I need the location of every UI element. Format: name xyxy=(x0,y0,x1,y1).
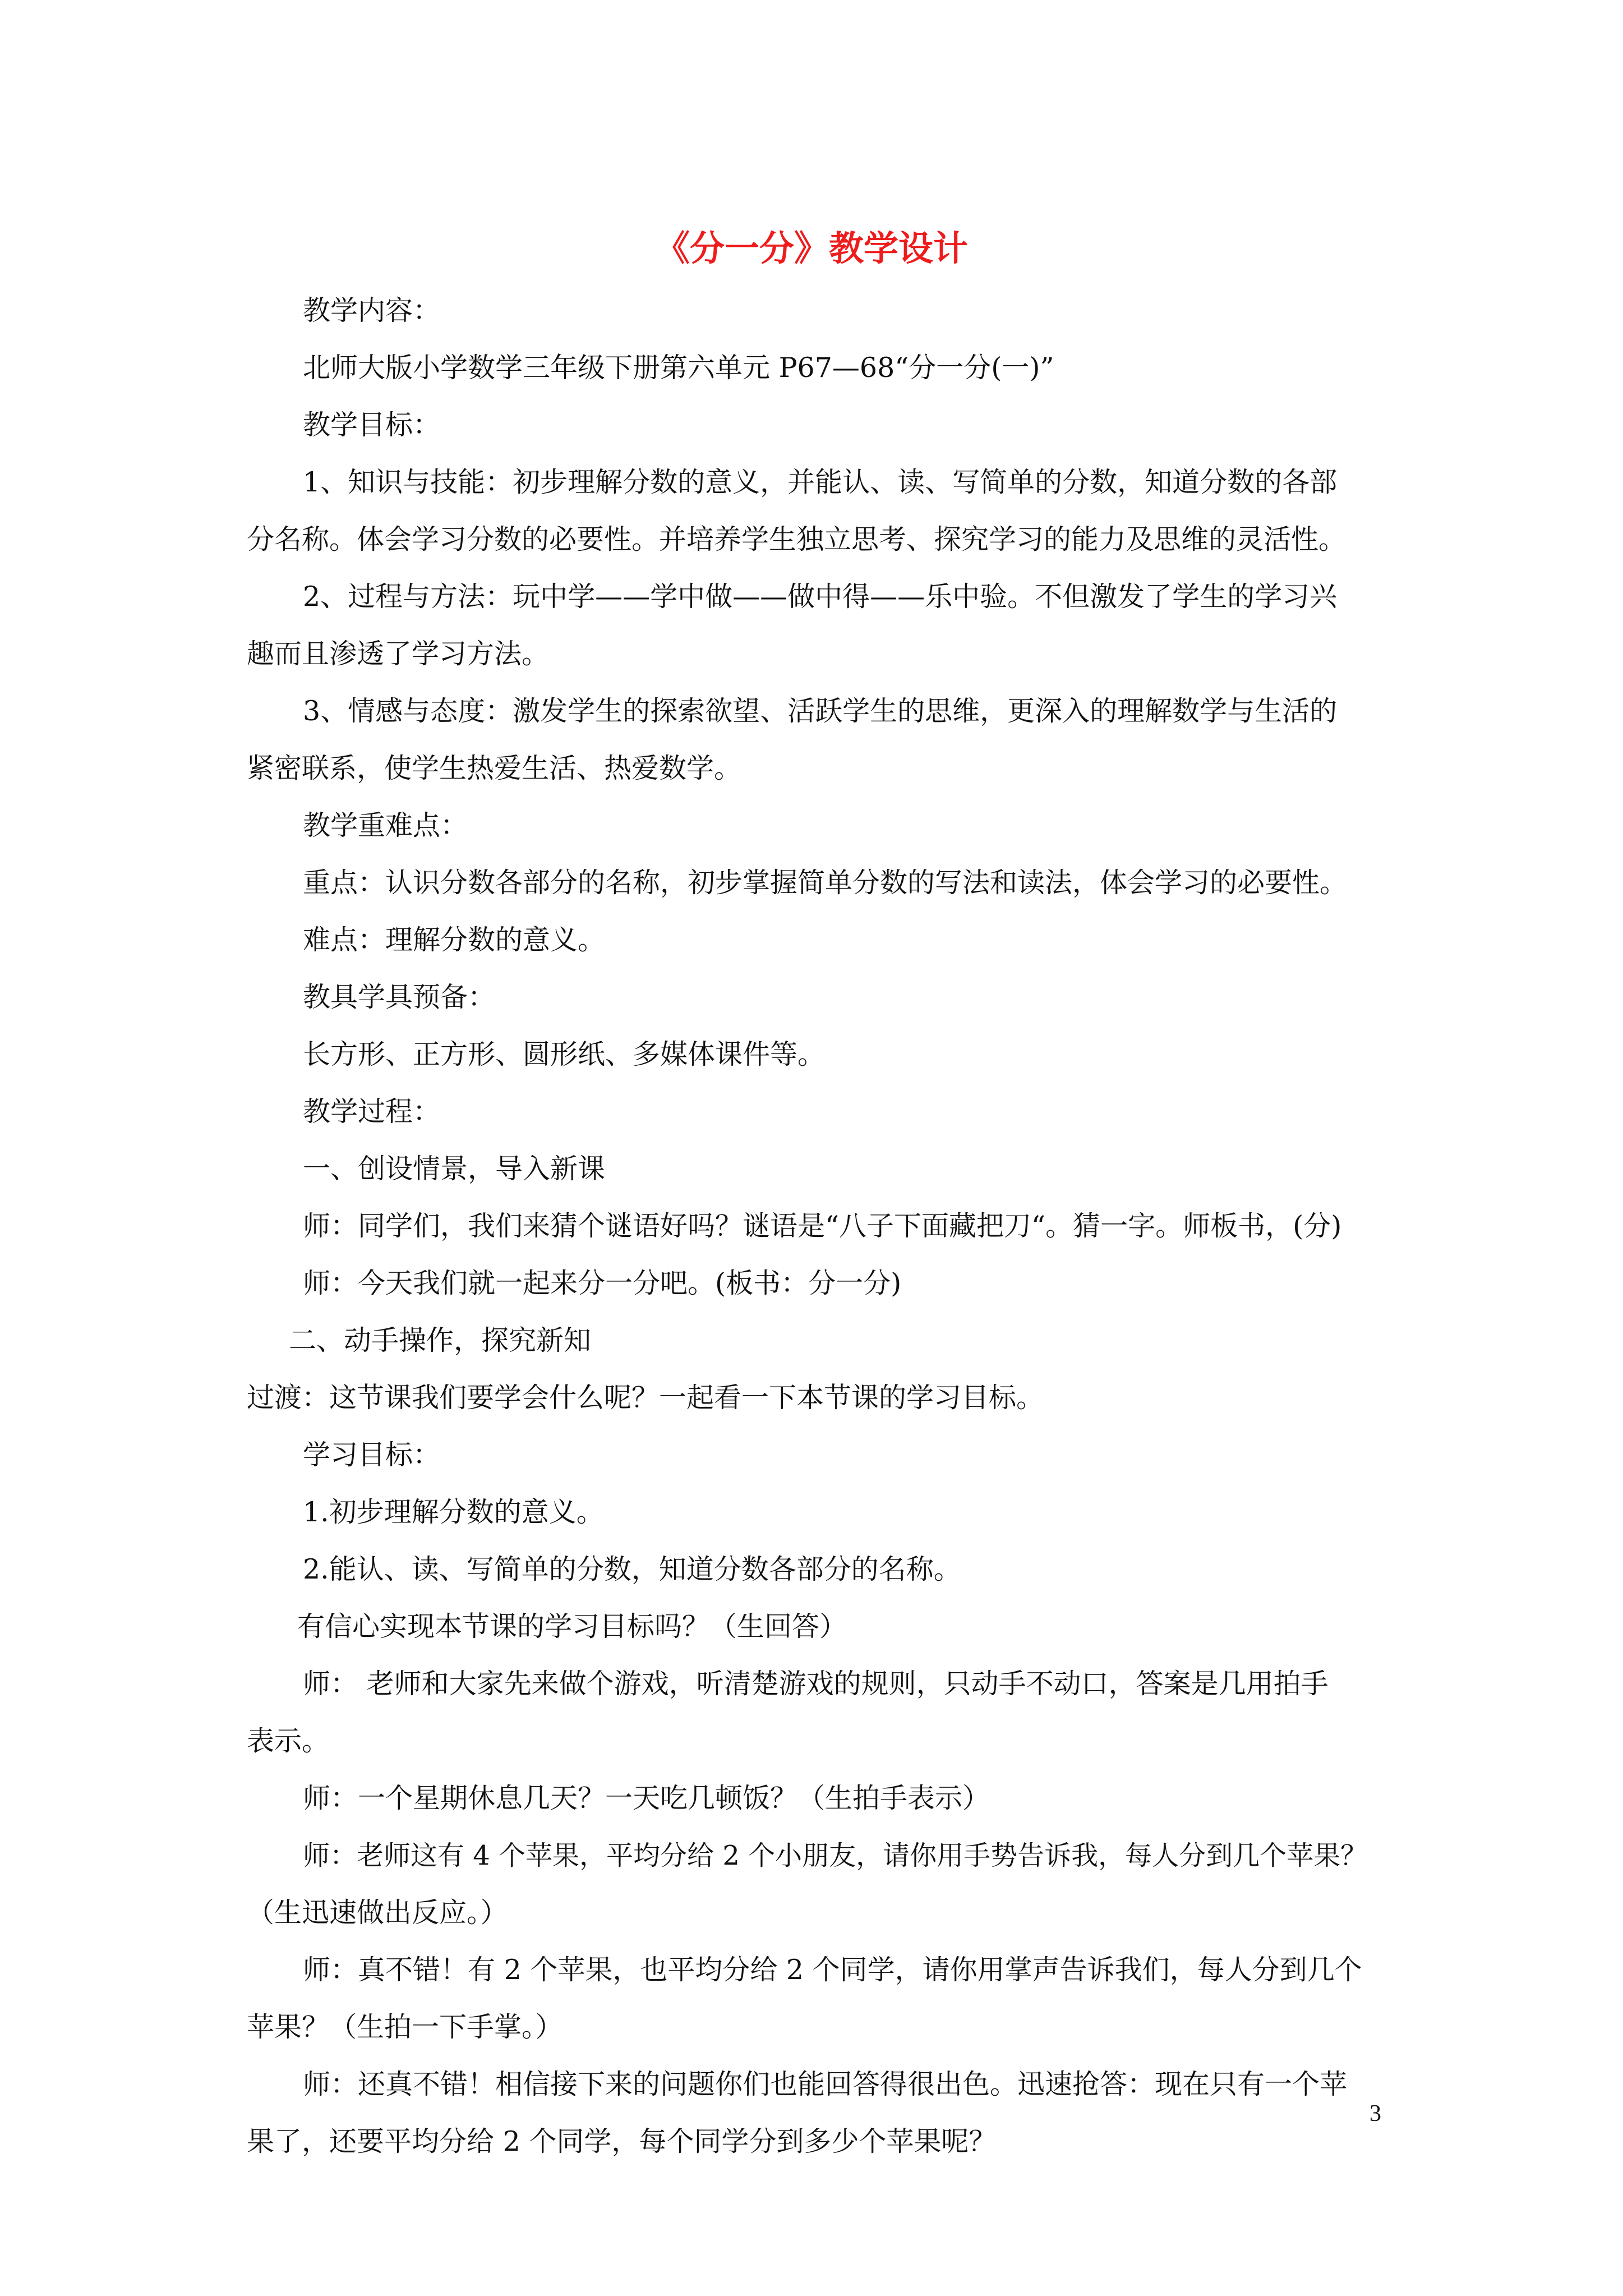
section-heading-content: 教学内容： xyxy=(303,295,441,326)
text-line: 1、知识与技能：初步理解分数的意义，并能认、读、写简单的分数，知道分数的各部 xyxy=(303,466,1338,498)
text-line: 苹果？（生拍一下手掌。） xyxy=(247,2011,563,2043)
text-line: 3、情感与态度：激发学生的探索欲望、活跃学生的思维，更深入的理解数学与生活的 xyxy=(303,695,1338,727)
section-heading-process: 教学过程： xyxy=(303,1096,441,1128)
text-line: 表示。 xyxy=(247,1725,330,1757)
text-line: 有信心实现本节课的学习目标吗？（生回答） xyxy=(297,1611,847,1642)
text-line: 师：真不错！有 2 个苹果，也平均分给 2 个同学，请你用掌声告诉我们，每人分到几个 xyxy=(303,1954,1362,1986)
text-line: 师： 老师和大家先来做个游戏，听清楚游戏的规则，只动手不动口，答案是几用拍手 xyxy=(303,1668,1329,1700)
text-line: （生迅速做出反应。） xyxy=(247,1897,508,1929)
text-line: 北师大版小学数学三年级下册第六单元 P67—68“分一分(一)” xyxy=(303,352,1054,384)
text-line: 1.初步理解分数的意义。 xyxy=(303,1496,604,1528)
page-number: 3 xyxy=(1370,2101,1381,2127)
section-heading-key-points: 教学重难点： xyxy=(303,809,468,841)
text-line: 2.能认、读、写简单的分数，知道分数各部分的名称。 xyxy=(303,1553,961,1585)
document-title: 《分一分》教学设计 xyxy=(654,228,968,269)
text-line: 师：老师这有 4 个苹果，平均分给 2 个小朋友，请你用手势告诉我，每人分到几个苹果？ xyxy=(303,1840,1368,1871)
section-heading-objectives: 教学目标： xyxy=(303,409,441,441)
text-line: 师：同学们，我们来猜个谜语好吗？谜语是“八子下面藏把刀“。猜一字。师板书，(分) xyxy=(303,1210,1342,1242)
text-line: 趣而且渗透了学习方法。 xyxy=(247,638,550,670)
text-line: 长方形、正方形、圆形纸、多媒体课件等。 xyxy=(303,1038,826,1070)
section-heading-materials: 教具学具预备： xyxy=(303,981,496,1013)
subsection-heading: 一、创设情景，导入新课 xyxy=(303,1153,606,1185)
text-line: 2、过程与方法：玩中学——学中做——做中得——乐中验。不但激发了学生的学习兴 xyxy=(303,581,1338,613)
text-line: 师：还真不错！相信接下来的问题你们也能回答得很出色。迅速抢答：现在只有一个苹 xyxy=(303,2068,1348,2100)
text-line: 难点：理解分数的意义。 xyxy=(303,924,606,956)
text-line: 重点：认识分数各部分的名称，初步掌握简单分数的写法和读法，体会学习的必要性。 xyxy=(303,867,1348,899)
text-line: 果了，还要平均分给 2 个同学，每个同学分到多少个苹果呢？ xyxy=(247,2125,997,2157)
text-line: 过渡：这节课我们要学会什么呢？一起看一下本节课的学习目标。 xyxy=(247,1382,1044,1414)
text-line: 师：一个星期休息几天？一天吃几顿饭？（生拍手表示） xyxy=(303,1782,990,1814)
text-line: 分名称。体会学习分数的必要性。并培养学生独立思考、探究学习的能力及思维的灵活性。 xyxy=(247,523,1347,555)
text-line: 师：今天我们就一起来分一分吧。(板书：分一分) xyxy=(303,1267,902,1299)
text-line: 紧密联系，使学生热爱生活、热爱数学。 xyxy=(247,752,742,784)
subsection-heading: 二、动手操作，探究新知 xyxy=(289,1324,592,1356)
section-heading-learning-goals: 学习目标： xyxy=(303,1439,441,1471)
